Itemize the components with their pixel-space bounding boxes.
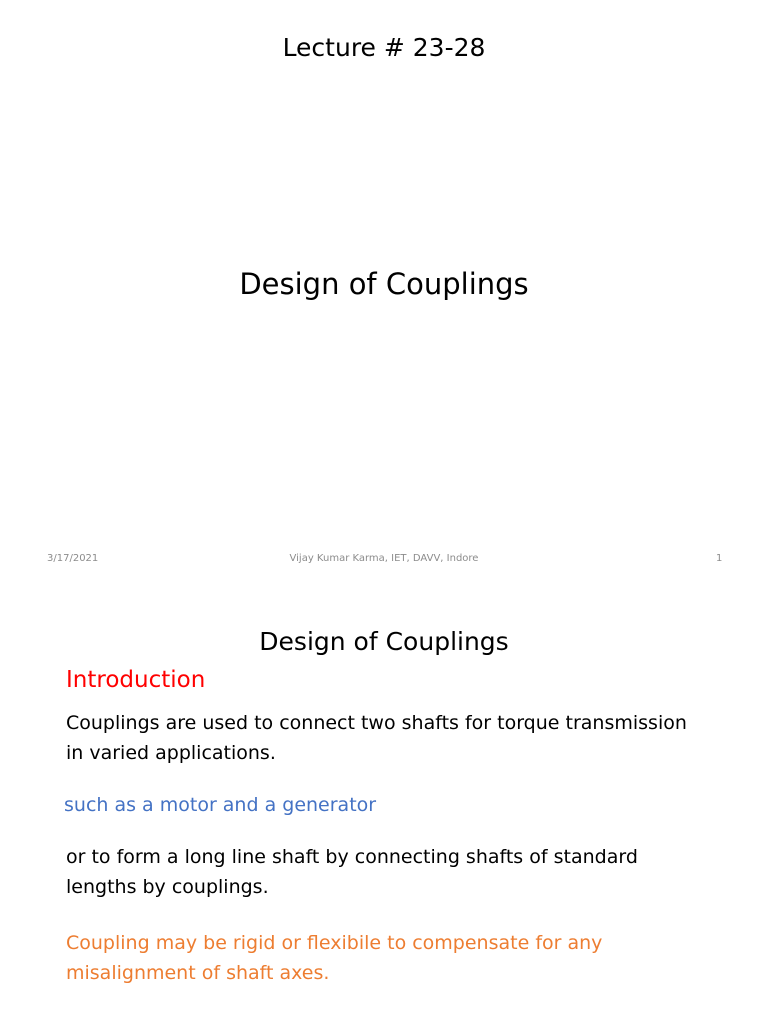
footer-author: Vijay Kumar Karma, IET, DAVV, Indore bbox=[289, 553, 479, 564]
paragraph-line: Couplings are used to connect two shafts for torque transmission bbox=[66, 712, 687, 734]
footer-date: 3/17/2021 bbox=[47, 553, 99, 564]
paragraph-line: Coupling may be rigid or flexibile to compensate for any bbox=[66, 932, 603, 954]
main-title: Design of Couplings bbox=[239, 267, 529, 301]
slide-title: Design of Couplings bbox=[259, 627, 509, 656]
paragraph-example: such as a motor and a generator bbox=[64, 794, 377, 816]
paragraph-couplings-purpose bbox=[66, 708, 756, 768]
paragraph-coupling-types bbox=[66, 928, 756, 988]
paragraph-line-shaft bbox=[66, 842, 756, 902]
paragraph-line: misalignment of shaft axes. bbox=[66, 962, 330, 984]
paragraph-line: lengths by couplings. bbox=[66, 876, 269, 898]
introduction-heading: Introduction bbox=[66, 667, 206, 693]
slide-2 bbox=[0, 580, 768, 1024]
paragraph-line: or to form a long line shaft by connecting shafts of standard bbox=[66, 846, 638, 868]
paragraph-line: in varied applications. bbox=[66, 742, 276, 764]
footer-page-number: 1 bbox=[716, 553, 723, 564]
lecture-title: Lecture # 23-28 bbox=[282, 33, 486, 62]
